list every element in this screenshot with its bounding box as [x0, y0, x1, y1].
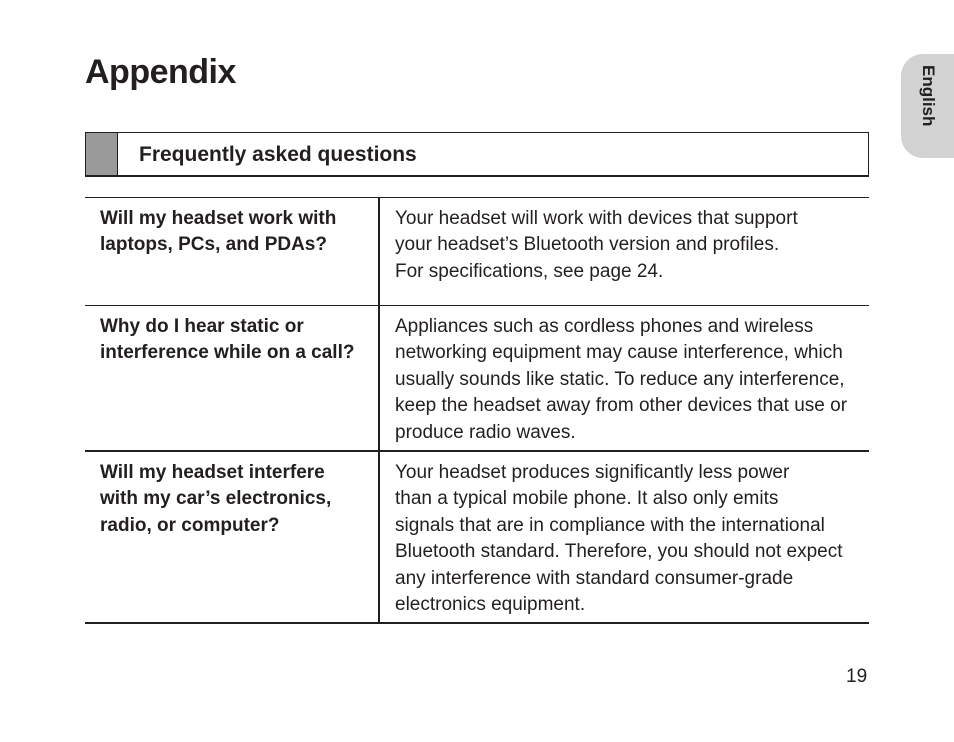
faq-answer-line: any interference with standard consumer-grade	[395, 567, 794, 589]
faq-answer-line: For specifications, see page 24.	[395, 260, 664, 282]
faq-row	[85, 198, 869, 306]
section-title: Frequently asked questions	[139, 143, 417, 166]
faq-answer-line: signals that are in compliance with the international	[395, 514, 825, 536]
faq-table	[85, 197, 869, 624]
language-tab	[901, 54, 954, 158]
faq-row	[85, 306, 869, 452]
faq-answer-line: networking equipment may cause interference, which	[395, 342, 843, 364]
faq-answer-line: than a typical mobile phone. It also only emits	[395, 488, 779, 510]
faq-question-text: Will my headset work with laptops, PCs, and PDAs?	[100, 208, 337, 256]
faq-answer-line: Appliances such as cordless phones and wireless	[395, 316, 814, 337]
faq-answer-line: your headset’s Bluetooth version and profiles.	[395, 234, 780, 256]
faq-answer-line: electronics equipment.	[395, 594, 586, 616]
faq-question-text: Why do I hear static or interference while on a call?	[100, 316, 355, 364]
faq-answer	[379, 198, 869, 306]
faq-answer	[379, 306, 869, 452]
faq-question-text: Will my headset interfere with my car’s electronics, radio, or computer?	[100, 462, 332, 536]
section-marker	[86, 133, 118, 175]
faq-answer-line: keep the headset away from other devices that use or	[395, 395, 848, 417]
faq-answer	[379, 451, 869, 623]
faq-row	[85, 451, 869, 623]
faq-question	[85, 198, 379, 306]
page-number: 19	[846, 666, 868, 687]
section-header	[85, 132, 869, 177]
faq-answer-line: produce radio waves.	[395, 421, 576, 443]
faq-question	[85, 451, 379, 623]
faq-answer-line: Your headset will work with devices that support	[395, 208, 798, 229]
language-tab-label: English	[919, 65, 938, 127]
faq-answer-line: Bluetooth standard. Therefore, you should not expect	[395, 541, 843, 563]
faq-question	[85, 306, 379, 452]
faq-answer-line: usually sounds like static. To reduce any interference,	[395, 368, 845, 390]
page-title: Appendix	[85, 53, 236, 91]
faq-answer-line: Your headset produces significantly less power	[395, 462, 790, 483]
